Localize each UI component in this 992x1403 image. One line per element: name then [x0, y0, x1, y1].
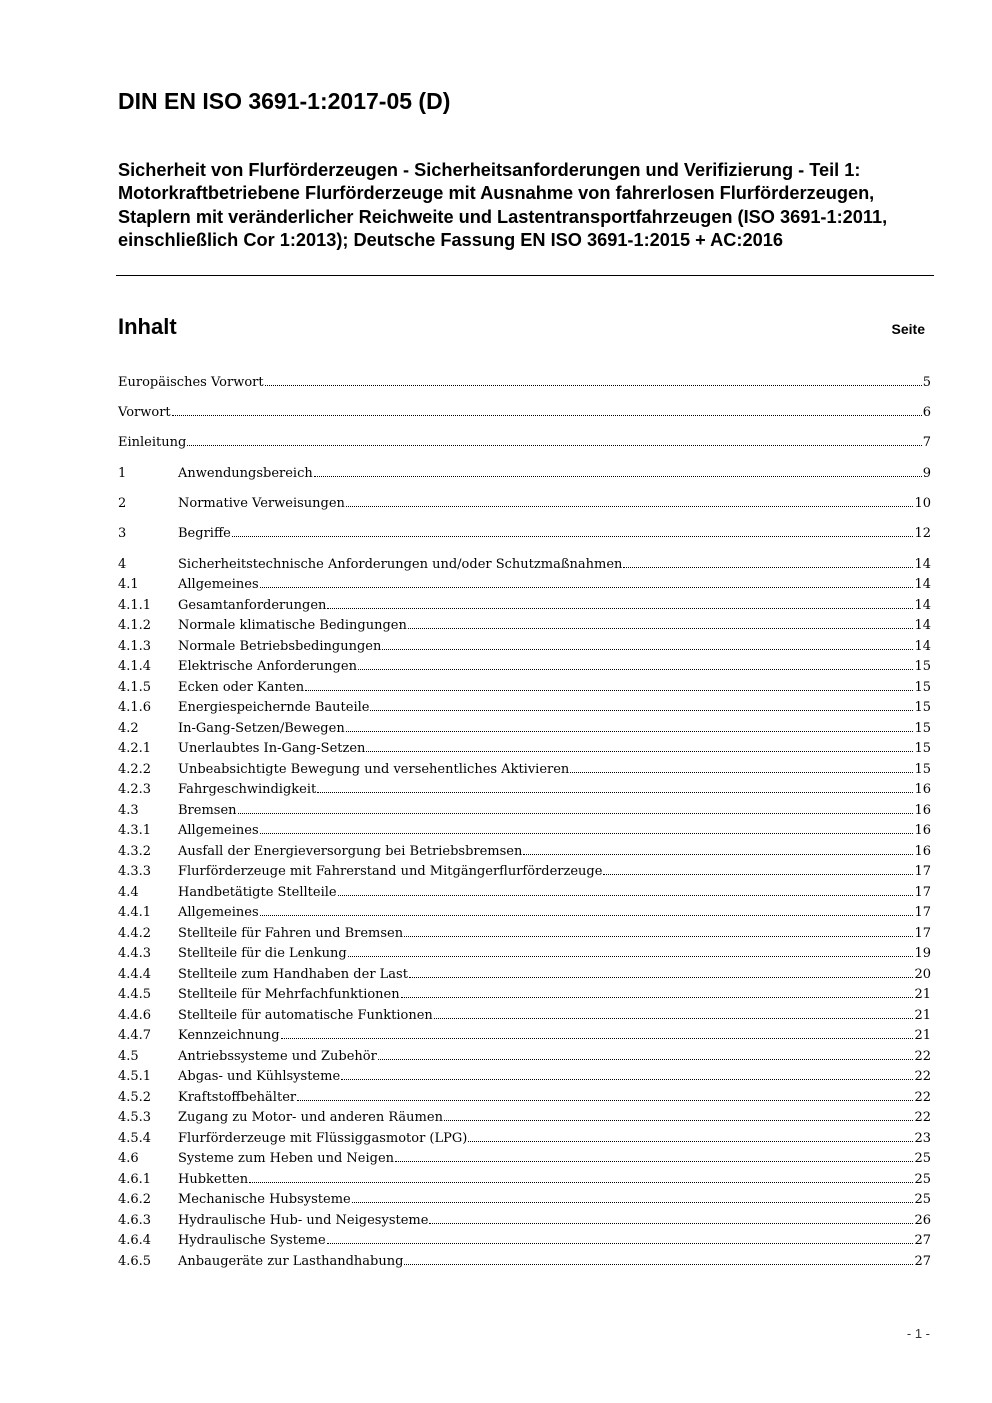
toc-dot-leader — [341, 1068, 913, 1080]
toc-entry[interactable] — [118, 658, 931, 678]
toc-entry-number: 4.4.7 — [118, 1028, 152, 1043]
toc-entry-number: 4.5.2 — [118, 1089, 152, 1105]
toc-entry-title: Normale klimatische Bedingungen — [178, 618, 407, 633]
toc-page-column-label: Seite — [891, 321, 925, 337]
toc-entry-page: 22 — [914, 1069, 931, 1084]
toc-entry-page: 14 — [914, 638, 931, 654]
toc-dot-leader — [305, 679, 913, 691]
toc-dot-leader — [444, 1109, 914, 1121]
toc-entry[interactable] — [118, 1027, 931, 1047]
toc-dot-leader — [523, 843, 913, 855]
toc-entry-page: 27 — [914, 1253, 931, 1269]
toc-entry-page: 25 — [914, 1192, 931, 1207]
toc-dot-leader — [404, 925, 913, 937]
toc-dot-leader — [401, 986, 914, 998]
toc-entry-page: 12 — [914, 526, 931, 541]
toc-entry-page: 5 — [922, 375, 931, 390]
toc-entry[interactable] — [118, 986, 931, 1006]
toc-entry[interactable] — [118, 966, 931, 986]
toc-entry[interactable] — [118, 925, 931, 945]
toc-entry-page: 19 — [914, 946, 931, 961]
toc-entry-page: 17 — [914, 905, 931, 920]
toc-entry[interactable] — [118, 1171, 931, 1191]
toc-dot-leader — [346, 495, 914, 507]
toc-entry-title: Normative Verweisungen — [178, 496, 345, 511]
toc-entry-number: 4.4.2 — [118, 925, 152, 941]
toc-entry-title: Stellteile zum Handhaben der Last — [178, 966, 408, 982]
toc-entry[interactable] — [118, 720, 931, 740]
toc-entry-title: Stellteile für Mehrfachfunktionen — [178, 987, 400, 1002]
toc-entry-title: Unerlaubtes In-Gang-Setzen — [178, 741, 366, 756]
toc-entry-page: 7 — [922, 435, 931, 450]
toc-entry-title: Bremsen — [178, 802, 237, 818]
toc-dot-leader — [623, 556, 913, 568]
toc-entry-page: 16 — [914, 823, 931, 838]
toc-dot-leader — [570, 761, 913, 773]
toc-entry[interactable] — [118, 802, 931, 822]
toc-entry-page: 22 — [914, 1048, 931, 1064]
toc-entry-title: Handbetätigte Stellteile — [178, 884, 337, 900]
toc-entry-title: Elektrische Anforderungen — [178, 659, 357, 674]
toc-entry[interactable] — [118, 1253, 931, 1273]
toc-entry-page: 21 — [914, 1028, 931, 1043]
toc-entry-title: Sicherheitstechnische Anforderungen und/oder Schutzmaßnahmen — [178, 557, 623, 572]
toc-entry-page: 17 — [914, 925, 931, 941]
toc-entry-page: 22 — [914, 1089, 931, 1105]
toc-dot-leader — [409, 966, 914, 978]
toc-entry[interactable] — [118, 679, 931, 699]
toc-entry-title: Stellteile für die Lenkung — [178, 946, 347, 961]
toc-entry-number: 4.4.3 — [118, 946, 152, 961]
toc-entry[interactable] — [118, 495, 931, 515]
toc-entry[interactable] — [118, 1089, 931, 1109]
toc-entry-title: Gesamtanforderungen — [178, 597, 327, 613]
toc-entry-title: Flurförderzeuge mit Fahrerstand und Mitgängerflurförderzeuge — [178, 864, 603, 879]
toc-dot-leader — [327, 597, 913, 609]
toc-entry-title: Ausfall der Energieversorgung bei Betriebsbremsen — [178, 843, 523, 859]
toc-entry-page: 15 — [914, 761, 931, 777]
toc-entry[interactable] — [118, 863, 931, 883]
toc-entry-number: 4.2.2 — [118, 761, 152, 777]
toc-entry-number: 3 — [118, 526, 127, 541]
toc-entry[interactable] — [118, 465, 931, 485]
toc-entry[interactable] — [118, 904, 931, 924]
toc-entry-page: 9 — [922, 466, 931, 481]
toc-entry-title: Allgemeines — [178, 823, 259, 838]
toc-entry-page: 15 — [914, 741, 931, 756]
toc-dot-leader — [314, 465, 922, 477]
toc-entry-title: Zugang zu Motor- und anderen Räumen — [178, 1110, 443, 1125]
toc-entry-title: Abgas- und Kühlsysteme — [178, 1069, 341, 1084]
toc-entry-title: Vorwort — [118, 405, 171, 420]
toc-entry-title: Begriffe — [178, 526, 231, 541]
toc-dot-leader — [352, 1191, 914, 1203]
toc-entry-title: Hydraulische Systeme — [178, 1233, 326, 1248]
toc-dot-leader — [370, 699, 913, 711]
toc-entry-number: 2 — [118, 496, 127, 511]
toc-entry-number: 4.3.1 — [118, 823, 152, 838]
toc-dot-leader — [327, 1232, 914, 1244]
toc-dot-leader — [249, 1171, 913, 1183]
toc-entry-page: 25 — [914, 1151, 931, 1166]
toc-dot-leader — [468, 1130, 913, 1142]
toc-dot-leader — [603, 863, 913, 875]
toc-entry-page: 22 — [914, 1110, 931, 1125]
toc-entry-page: 21 — [914, 987, 931, 1002]
toc-entry[interactable] — [118, 822, 931, 842]
toc-entry-page: 15 — [914, 700, 931, 715]
toc-entry-page: 6 — [922, 405, 931, 420]
page-number: - 1 - — [906, 1326, 930, 1341]
toc-entry-number: 4.1.1 — [118, 597, 152, 613]
toc-entry-number: 4.4.5 — [118, 987, 152, 1002]
toc-entry-title: Einleitung — [118, 435, 187, 450]
toc-entry-page: 16 — [914, 782, 931, 797]
toc-entry-title: Allgemeines — [178, 577, 259, 592]
toc-entry-number: 4.4 — [118, 884, 139, 900]
toc-entry-title: Kennzeichnung — [178, 1028, 280, 1043]
toc-entry[interactable] — [118, 945, 931, 965]
toc-dot-leader — [358, 658, 914, 670]
toc-entry-page: 14 — [914, 618, 931, 633]
toc-entry-title: Allgemeines — [178, 905, 259, 920]
toc-entry-title: Fahrgeschwindigkeit — [178, 782, 317, 797]
toc-entry-page: 26 — [914, 1212, 931, 1228]
toc-entry-title: Kraftstoffbehälter — [178, 1089, 297, 1105]
toc-dot-leader — [260, 822, 914, 834]
toc-entry-number: 4.2.3 — [118, 782, 152, 797]
toc-entry-page: 16 — [914, 843, 931, 859]
toc-entry-number: 4.3 — [118, 802, 139, 818]
toc-entry-title: Mechanische Hubsysteme — [178, 1192, 351, 1207]
toc-entry[interactable] — [118, 434, 931, 454]
toc-dot-leader — [238, 802, 914, 814]
table-of-contents — [118, 0, 931, 1403]
toc-entry[interactable] — [118, 1048, 931, 1068]
toc-entry-title: Ecken oder Kanten — [178, 679, 305, 695]
toc-entry-page: 17 — [914, 864, 931, 879]
toc-entry-number: 4.3.2 — [118, 843, 152, 859]
toc-dot-leader — [378, 1048, 914, 1060]
toc-entry-page: 27 — [914, 1233, 931, 1248]
toc-entry-number: 4.5.3 — [118, 1110, 152, 1125]
toc-entry-page: 15 — [914, 720, 931, 736]
toc-entry-number: 4.5.4 — [118, 1130, 152, 1146]
toc-entry-title: Anbaugeräte zur Lasthandhabung — [178, 1253, 404, 1269]
toc-entry-number: 4.1.6 — [118, 700, 152, 715]
toc-entry-number: 4.6.3 — [118, 1212, 152, 1228]
toc-entry-page: 14 — [914, 557, 931, 572]
toc-entry-page: 15 — [914, 679, 931, 695]
toc-entry-title: Stellteile für automatische Funktionen — [178, 1007, 433, 1023]
toc-dot-leader — [260, 576, 914, 588]
toc-dot-leader — [434, 1007, 914, 1019]
toc-entry-number: 4.4.4 — [118, 966, 152, 982]
toc-entry-number: 4.1 — [118, 577, 139, 592]
toc-entry-number: 4 — [118, 557, 127, 572]
toc-entry[interactable] — [118, 374, 931, 394]
toc-dot-leader — [382, 638, 913, 650]
toc-entry[interactable] — [118, 576, 931, 596]
toc-entry-title: Hydraulische Hub- und Neigesysteme — [178, 1212, 429, 1228]
toc-dot-leader — [317, 781, 913, 793]
toc-entry[interactable] — [118, 617, 931, 637]
toc-entry-number: 4.6 — [118, 1151, 139, 1166]
toc-dot-leader — [187, 434, 921, 446]
toc-entry-page: 10 — [914, 496, 931, 511]
toc-dot-leader — [404, 1253, 913, 1265]
toc-entry-number: 4.1.4 — [118, 659, 152, 674]
toc-entry-title: Hubketten — [178, 1171, 249, 1187]
toc-entry[interactable] — [118, 1130, 931, 1150]
toc-dot-leader — [281, 1027, 914, 1039]
toc-entry-page: 16 — [914, 802, 931, 818]
toc-dot-leader — [346, 720, 914, 732]
toc-dot-leader — [172, 404, 922, 416]
toc-entry-number: 4.5 — [118, 1048, 139, 1064]
toc-entry-number: 1 — [118, 466, 127, 481]
toc-entry[interactable] — [118, 1212, 931, 1232]
toc-entry-title: Antriebssysteme und Zubehör — [178, 1048, 377, 1064]
toc-entry-number: 4.6.1 — [118, 1171, 152, 1187]
toc-entry-page: 17 — [914, 884, 931, 900]
toc-dot-leader — [338, 884, 914, 896]
toc-dot-leader — [429, 1212, 913, 1224]
toc-entry-number: 4.4.1 — [118, 905, 152, 920]
toc-entry-title: Energiespeichernde Bauteile — [178, 700, 370, 715]
toc-entry-page: 21 — [914, 1007, 931, 1023]
toc-entry-page: 20 — [914, 966, 931, 982]
toc-entry-number: 4.2 — [118, 720, 139, 736]
toc-entry-title: Europäisches Vorwort — [118, 375, 264, 390]
toc-dot-leader — [265, 374, 922, 386]
toc-dot-leader — [408, 617, 914, 629]
toc-entry-number: 4.1.2 — [118, 618, 152, 633]
toc-entry[interactable] — [118, 597, 931, 617]
toc-entry-page: 15 — [914, 659, 931, 674]
toc-entry[interactable] — [118, 556, 931, 576]
toc-entry[interactable] — [118, 1191, 931, 1211]
toc-entry[interactable] — [118, 1068, 931, 1088]
document-title: DIN EN ISO 3691-1:2017-05 (D) — [118, 88, 451, 114]
toc-entry-page: 14 — [914, 577, 931, 592]
toc-entry[interactable] — [118, 884, 931, 904]
toc-entry[interactable] — [118, 761, 931, 781]
toc-entry[interactable] — [118, 699, 931, 719]
toc-entry-title: Unbeabsichtigte Bewegung und versehentliches Aktivieren — [178, 761, 570, 777]
toc-entry-title: Flurförderzeuge mit Flüssiggasmotor (LPG) — [178, 1130, 468, 1146]
toc-entry[interactable] — [118, 1232, 931, 1252]
toc-entry-number: 4.3.3 — [118, 864, 152, 879]
toc-dot-leader — [232, 525, 914, 537]
toc-heading: Inhalt — [118, 314, 177, 339]
toc-entry-number: 4.4.6 — [118, 1007, 152, 1023]
toc-dot-leader — [366, 740, 913, 752]
toc-entry-title: In-Gang-Setzen/Bewegen — [178, 720, 345, 736]
toc-entry[interactable] — [118, 843, 931, 863]
toc-entry-title: Normale Betriebsbedingungen — [178, 638, 382, 654]
toc-entry[interactable] — [118, 525, 931, 545]
toc-entry-number: 4.6.4 — [118, 1233, 152, 1248]
toc-entry-page: 23 — [914, 1130, 931, 1146]
toc-entry-number: 4.6.5 — [118, 1253, 152, 1269]
toc-entry[interactable] — [118, 1007, 931, 1027]
toc-entry[interactable] — [118, 1109, 931, 1129]
toc-entry-title: Systeme zum Heben und Neigen — [178, 1151, 395, 1166]
toc-entry-page: 14 — [914, 597, 931, 613]
toc-entry[interactable] — [118, 1150, 931, 1170]
toc-entry-title: Stellteile für Fahren und Bremsen — [178, 925, 404, 941]
toc-entry[interactable] — [118, 404, 931, 424]
toc-entry-number: 4.6.2 — [118, 1192, 152, 1207]
document-subtitle: Sicherheit von Flurförderzeugen - Sicherheitsanforderungen und Verifizierung - Teil 1: Motorkraftbetriebene Flurförderzeuge mit Ausnahme von fahrerlosen Flurförderzeugen, Staplern mit veränderlicher Reichweite und Lastentransportfahrzeugen (ISO 3691-1:2011, einschließlich Cor 1:2013); Deutsche Fassung EN ISO 3691-1:2015 + AC:2016 — [118, 160, 888, 251]
toc-dot-leader — [297, 1089, 913, 1101]
toc-entry-title: Anwendungsbereich — [178, 466, 313, 481]
toc-entry-number: 4.5.1 — [118, 1069, 152, 1084]
toc-dot-leader — [395, 1150, 913, 1162]
toc-entry[interactable] — [118, 781, 931, 801]
toc-dot-leader — [260, 904, 914, 916]
toc-entry-number: 4.1.3 — [118, 638, 152, 654]
toc-entry-page: 25 — [914, 1171, 931, 1187]
toc-entry[interactable] — [118, 638, 931, 658]
toc-entry-number: 4.2.1 — [118, 741, 152, 756]
toc-dot-leader — [348, 945, 914, 957]
toc-entry[interactable] — [118, 740, 931, 760]
toc-entry-number: 4.1.5 — [118, 679, 152, 695]
